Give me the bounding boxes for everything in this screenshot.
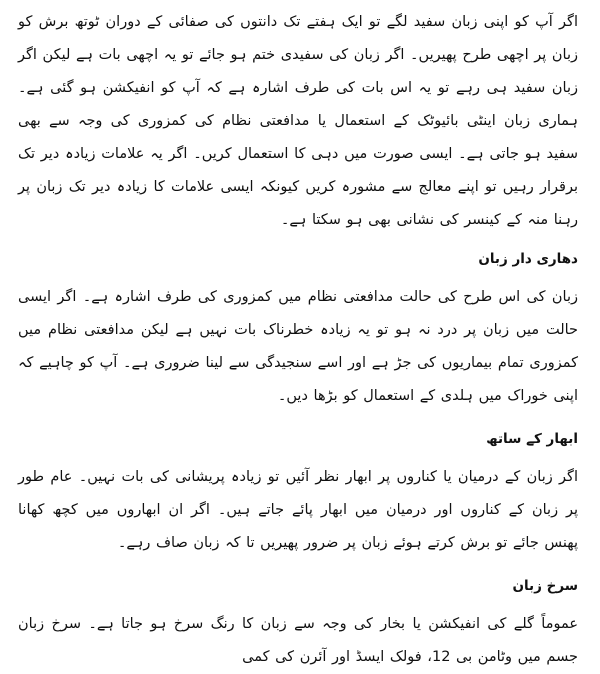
spacer <box>18 237 578 247</box>
spacer <box>18 560 578 574</box>
section-body-bumps: اگر زبان کے درمیان یا کناروں پر ابھار نظر آئیں تو زیادہ پریشانی کی بات نہیں۔ عام طور پر زبان کے کناروں اور درمیان میں ابھار پائے جاتے ہیں۔ اگر ان ابھاروں میں کچھ کھانا پھنس جائے تو برش کرتے ہوئے زبان پر ضرور پھیریں تا کہ زبان صاف رہے۔ <box>18 469 578 551</box>
spacer <box>18 271 578 281</box>
spacer <box>18 451 578 461</box>
section-heading-bumps: ابھار کے ساتھ <box>486 431 578 447</box>
intro-paragraph: اگر آپ کو اپنی زبان سفید لگے تو ایک ہفتے تک دانتوں کی صفائی کے دوران ٹوتھ برش کو زبان پر اچھی طرح پھیریں۔ اگر زبان کی سفیدی ختم ہو جائے تو یہ اچھی بات ہے لیکن اگر زبان سفید ہی رہے تو یہ اس بات کی طرف اشارہ ہے کہ آپ کو انفیکشن ہو گئی ہے۔ ہماری زبان اینٹی بائیوٹک کے استعمال یا مدافعتی نظام کی کمزوری کی وجہ سے بھی سفید ہو جاتی ہے۔ ایسی صورت میں دہی کا استعمال کریں۔ اگر یہ علامات زیادہ دیر تک برقرار رہیں تو اپنے معالج سے مشورہ کریں کیونکہ ایسی علامات کا زیادہ دیر تک زبان پر رہنا منہ کے کینسر کی نشانی بھی ہو سکتا ہے۔ <box>18 14 578 228</box>
section-body-striped-tongue: زبان کی اس طرح کی حالت مدافعتی نظام میں کمزوری کی طرف اشارہ ہے۔ اگر ایسی حالت میں زبان پر درد نہ ہو تو یہ زیادہ خطرناک بات نہیں ہے لیکن مدافعتی نظام میں کمزوری تمام بیماریوں کی جڑ ہے اور اسے سنجیدگی سے لینا ضروری ہے۔ آپ کو چاہیے کہ اپنی خوراک میں ہلدی کے استعمال کو بڑھا دیں۔ <box>18 289 578 404</box>
section-body-red-tongue: عموماً گلے کی انفیکشن یا بخار کی وجہ سے زبان کا رنگ سرخ ہو جاتا ہے۔ سرخ زبان جسم میں وٹامن بی 12، فولک ایسڈ اور آئرن کی کمی <box>18 616 578 665</box>
spacer <box>18 413 578 427</box>
section-heading-striped-tongue: دھاری دار زبان <box>478 251 578 267</box>
section-heading-red-tongue: سرخ زبان <box>512 578 578 594</box>
